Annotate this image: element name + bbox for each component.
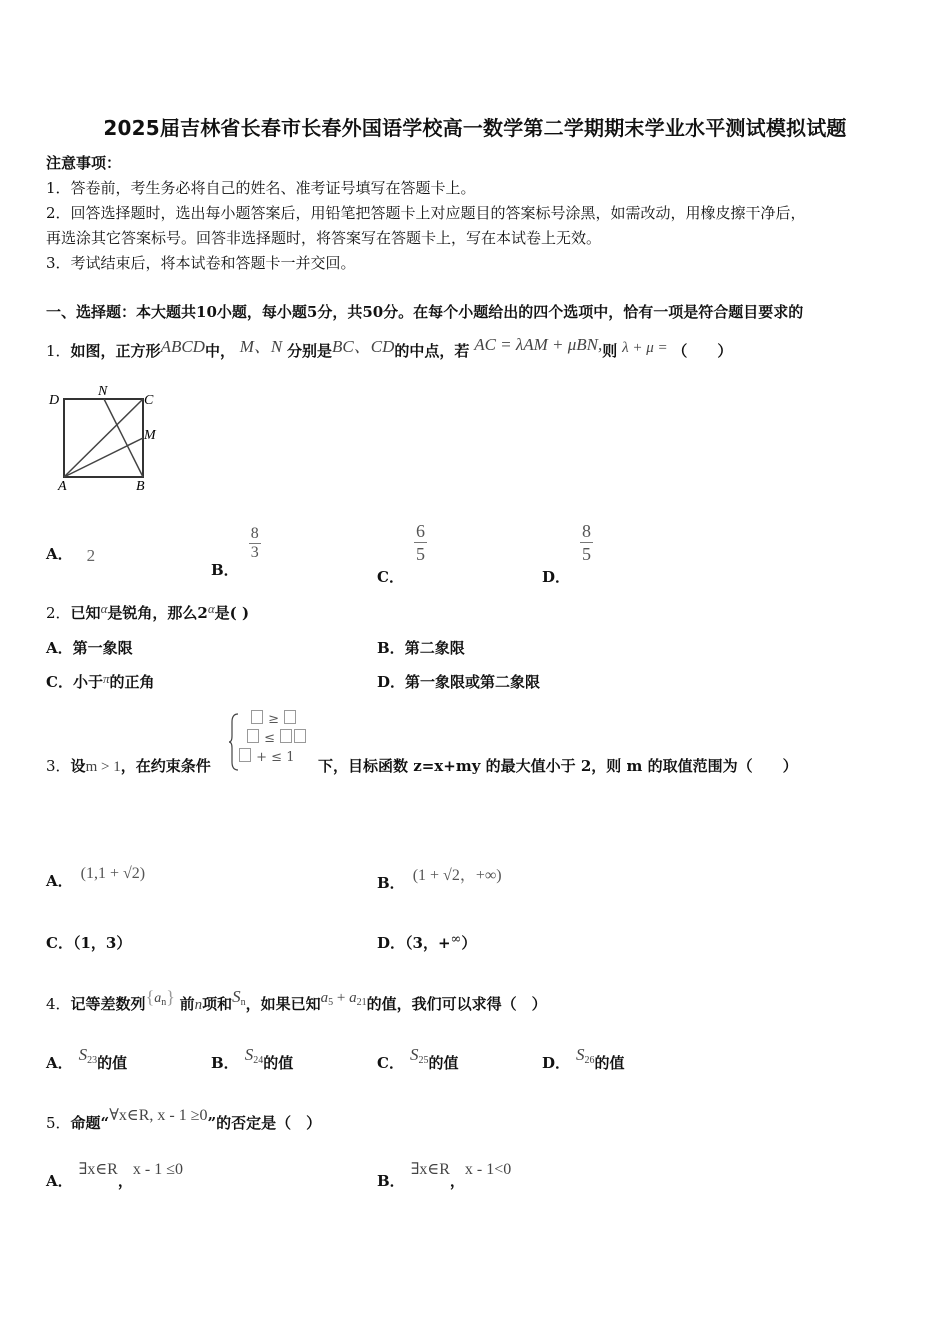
option-label: C． (46, 934, 73, 952)
option-math: 26 (584, 1055, 595, 1066)
option-math: x - 1<0 (464, 1161, 512, 1178)
option-text: 的值 (594, 1054, 625, 1072)
q3-text: 设 (70, 757, 86, 775)
q5-option-a[interactable] (46, 1161, 183, 1191)
option-text: 第二象限 (404, 639, 465, 657)
option-value: （1，3） (72, 934, 132, 952)
notice-heading: 注意事项： (46, 154, 122, 172)
option-text: 的正角 (109, 673, 155, 691)
fraction-numerator: 8 (250, 525, 259, 542)
label-a: A (58, 479, 67, 494)
q1-option-d[interactable] (542, 520, 593, 586)
option-text: 的值 (428, 1054, 459, 1072)
q2-option-c[interactable] (46, 671, 155, 692)
option-label: B． (377, 639, 405, 657)
infinity-symbol: ∞ (450, 932, 462, 947)
option-label: D． (377, 673, 406, 691)
q2-text: 是( ) (214, 604, 250, 622)
option-label: A． (46, 872, 73, 890)
q5-option-b[interactable] (377, 1161, 512, 1191)
option-math: S (78, 1045, 88, 1064)
option-math: 23 (87, 1055, 98, 1066)
option-value: （3，+ (405, 934, 451, 952)
option-text: 第一象限 (72, 639, 133, 657)
q4-math: n (194, 997, 203, 1013)
fraction-denominator: 5 (415, 544, 425, 564)
q3-option-b[interactable] (377, 862, 502, 892)
q4-math: 21 (356, 997, 367, 1008)
option-label: A． (46, 1172, 73, 1190)
q1-text: （ ） (672, 342, 733, 360)
option-math: S (244, 1045, 254, 1064)
q1-text: 分别是 (287, 342, 333, 360)
option-text: ， (117, 1172, 133, 1190)
section-heading: 一、选择题：本大题共10小题，每小题5分，共50分。在每个小题给出的四个选项中，恰有一项是符合题目要求的 (46, 303, 804, 321)
q2-text: 已知 (70, 604, 101, 622)
question-2 (46, 602, 249, 623)
q4-option-b[interactable] (211, 1045, 294, 1074)
option-label: D． (542, 568, 571, 586)
option-text: 的值 (263, 1054, 294, 1072)
option-text: 小于 (72, 673, 103, 691)
question-number: 2． (46, 604, 71, 622)
q2-option-a[interactable] (46, 637, 133, 658)
label-m: M (144, 428, 156, 443)
option-value: (1 + √2，+∞) (412, 867, 502, 884)
q1-math: AC = λAM + μBN, (474, 335, 603, 354)
label-n: N (98, 384, 108, 399)
q1-math: M、N (239, 337, 283, 356)
notice-item: 3．考试结束后，将本试卷和答题卡一并交回。 (46, 254, 356, 272)
q2-math: α (207, 601, 215, 616)
q4-text: 的值，我们可以求得（ ） (366, 995, 547, 1013)
fraction-numerator: 6 (415, 521, 425, 541)
q1-text: 如图，正方形 (70, 342, 161, 360)
fraction-denominator: 5 (582, 544, 592, 564)
q1-option-b[interactable] (211, 525, 261, 579)
q2-option-b[interactable] (377, 637, 465, 658)
q4-math: 5 (328, 997, 334, 1008)
q1-text: 则 (602, 342, 618, 360)
q2-math: α (100, 601, 108, 616)
option-math: S (409, 1045, 419, 1064)
question-4: 4．记等差数列$\{a_n\}$ 前n项和$S_n$，如果已知$a_5 + a_{21}$的值，我们可以求得（ ） (46, 987, 547, 1013)
option-label: A． (46, 1054, 73, 1072)
option-value: (1,1 + √2) (80, 865, 146, 882)
question-number: 1． (46, 342, 71, 360)
option-text: ， (449, 1172, 465, 1190)
option-text: 第一象限或第二象限 (405, 673, 541, 691)
option-math: ∃x∈R (78, 1161, 118, 1178)
question-number: 3． (46, 757, 71, 775)
option-math: x - 1 ≤0 (132, 1161, 183, 1178)
label-b: B (136, 479, 145, 494)
question-1 (46, 336, 732, 361)
q2-option-d[interactable] (377, 671, 540, 692)
option-label: D． (377, 934, 406, 952)
option-label: D． (542, 1054, 571, 1072)
option-label: A． (46, 639, 73, 657)
option-label: B． (377, 874, 405, 892)
option-label: B． (211, 1054, 239, 1072)
notice-item: 再选涂其它答案标号。回答非选择题时，将答案写在答题卡上，写在本试卷上无效。 (46, 229, 602, 247)
constraint-op: ≤ (264, 731, 276, 746)
option-label: B． (377, 1172, 405, 1190)
q5-text: 命题“ (70, 1114, 110, 1132)
constraint-2 (246, 729, 307, 746)
q1-math: BC、CD (332, 337, 395, 356)
q4-math: a (154, 991, 162, 1006)
notice-item: 1．答卷前，考生务必将自己的姓名、准考证号填写在答题卡上。 (46, 179, 476, 197)
question-number: 4． (46, 995, 71, 1013)
option-label: C． (46, 673, 73, 691)
q5-math: ∀x∈R, x - 1 ≥0 (109, 1107, 208, 1124)
q4-math: n (240, 997, 246, 1008)
question-3 (46, 755, 211, 776)
q3-text: 下，目标函数 z=x+my 的最大值小于 2，则 m 的取值范围为（ ） (318, 757, 798, 775)
q4-option-c[interactable] (377, 1045, 459, 1074)
option-math: 24 (253, 1055, 264, 1066)
option-label: C． (377, 568, 404, 586)
q4-text: 记等差数列 (70, 995, 146, 1013)
q3-option-d[interactable] (377, 932, 476, 953)
q4-math: S (232, 987, 241, 1006)
square-figure (44, 380, 174, 495)
option-value: ） (461, 934, 477, 952)
label-c: C (144, 393, 154, 408)
q4-math: n (161, 997, 167, 1008)
q1-math: ABCD (160, 337, 205, 356)
option-text: 的值 (97, 1054, 128, 1072)
option-math: 25 (418, 1055, 429, 1066)
q1-text: 的中点，若 (394, 342, 470, 360)
question-5 (46, 1107, 322, 1133)
question-number: 5． (46, 1114, 71, 1132)
q4-option-a[interactable] (46, 1045, 128, 1074)
q4-text: 前 (179, 995, 195, 1013)
q4-option-d[interactable] (542, 1045, 625, 1074)
q3-text: ，在约束条件 (120, 757, 211, 775)
constraint-op: ≥ (268, 712, 280, 727)
q1-option-a[interactable] (46, 543, 95, 564)
q3-option-c[interactable] (46, 932, 131, 953)
fraction-numerator: 8 (582, 521, 592, 541)
option-label: A． (46, 545, 73, 563)
q3-math: m > 1 (85, 759, 121, 775)
constraint-op: + ≤ 1 (256, 750, 295, 765)
q3-option-a[interactable] (46, 862, 146, 890)
q4-text: 项和 (202, 995, 233, 1013)
constraint-3 (238, 748, 294, 765)
notice-item: 2．回答选择题时，选出每小题答案后，用铅笔把答题卡上对应题目的答案标号涂黑，如需改动，用橡皮擦干净后， (46, 204, 806, 222)
q4-math: + (336, 990, 346, 1006)
option-math: ∃x∈R (410, 1161, 450, 1178)
option-math: S (576, 1045, 585, 1064)
q1-math: λ + μ = (622, 340, 668, 356)
constraint-system (228, 710, 318, 772)
q2-text: 是锐角，那么2 (107, 604, 208, 622)
q1-option-c[interactable] (377, 520, 427, 586)
option-label: C． (377, 1054, 404, 1072)
option-label: B． (211, 561, 239, 579)
page-title: 2025届吉林省长春市长春外国语学校高一数学第二学期期末学业水平测试模拟试题 (103, 116, 847, 140)
fraction-denominator: 3 (250, 544, 259, 561)
q5-text: ”的否定是（ ） (207, 1114, 322, 1132)
q4-text: ，如果已知 (245, 995, 321, 1013)
q1-text: 中， (204, 342, 235, 360)
q4-math: a (349, 990, 357, 1006)
q4-math: a (320, 990, 329, 1006)
label-d: D (49, 393, 60, 408)
option-value: 2 (86, 546, 96, 565)
option-math: π (102, 671, 110, 686)
constraint-1 (250, 710, 297, 727)
